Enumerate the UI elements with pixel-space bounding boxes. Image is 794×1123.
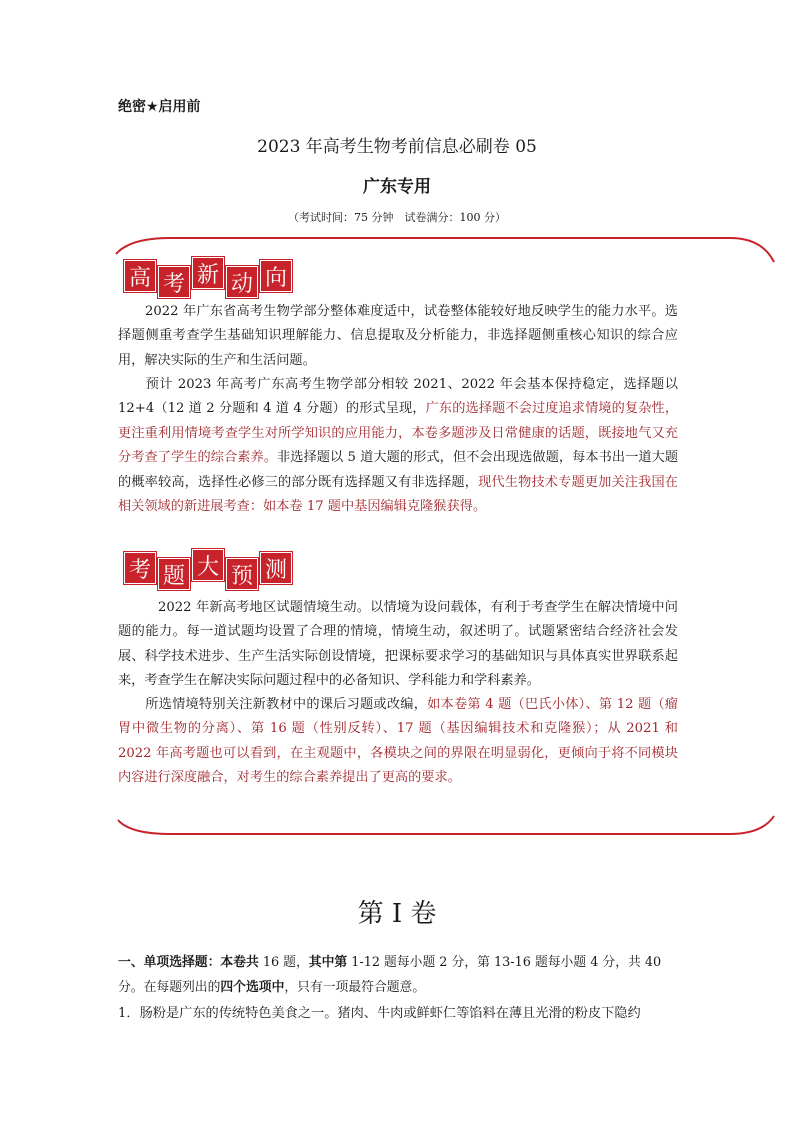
- question-1: 1．肠粉是广东的传统特色美食之一。猪肉、牛肉或鲜虾仁等馅料在薄且光滑的粉皮下隐约: [118, 1006, 641, 1021]
- badge-char: 动: [226, 266, 258, 298]
- trends-p2-d: 现代生物技术专题更加关注我国在相关领域的新进展考查：如本卷 17 题中基因编辑克隆猴获得。: [118, 474, 678, 515]
- instr-text-2: 1-12 题每小题 2 分，第 13-16 题每小题 4 分，共 40 分。: [118, 955, 662, 995]
- secret-label: 绝密★启用前: [118, 99, 201, 115]
- instr-bold-2: 其中第: [308, 955, 348, 970]
- instr-bold-1: 一、单项选择题：本卷共: [118, 955, 259, 970]
- badge-char: 考: [124, 552, 156, 584]
- prediction-paragraph-1: [118, 596, 678, 694]
- instr-bold-3: 四个选项中: [220, 980, 285, 995]
- trends-p2-c: 非选择题以 5 道大题的形式，但不会出现选做题，每本书出一道大题的概率较高，选择性必修三的部分既有选择题又有非选择题，: [118, 450, 679, 490]
- instr-text-3: 在每题列出的: [143, 980, 221, 995]
- frame-bottom-arc: [118, 816, 774, 834]
- badge-prediction: [124, 552, 292, 590]
- prediction-p2-a: 所选情境特别关注新教材中的课后习题或改编，: [145, 697, 428, 712]
- instr-text-4: ，只有一项最符合题意。: [284, 980, 426, 995]
- instr-text-1: 16 题，: [258, 955, 309, 970]
- section-title: 第 I 卷: [357, 899, 437, 929]
- badge-new-trends: [124, 260, 292, 298]
- prediction-p2-b: 如本卷第 4 题（巴氏小体）、第 12 题（瘤胃中微生物的分离）、第 16 题（性别反转）、17 题（基因编辑技术和克隆猴）；从 2021 和 2022 年高考题也可以看到，在主观题中，各模块之间的界限在明显弱化，更倾向于将不同模块内容进行深度融合，对考生的综合素养提出了更高的要求。: [118, 697, 678, 786]
- prediction-p1-text: 2022 年新高考地区试题情境生动。以情境为设问载体，有利于考查学生在解决情境中问题的能力。每一道试题均设置了合理的情境，情境生动，叙述明了。试题紧密结合经济社会发展、科学技术进步、生产生活实际创设情境，把课标要求学习的基础知识与具体真实世界联系起来，考查学生在解决实际问题过程中的必备知识、学科能力和学科素养。: [118, 600, 678, 689]
- exam-info: （考试时间：75 分钟 试卷满分：100 分）: [288, 211, 506, 224]
- prediction-paragraph-2: [118, 693, 678, 791]
- paper-title: 2023 年高考生物考前信息必刷卷 05: [257, 137, 537, 157]
- badge-char: 向: [260, 260, 292, 292]
- badge-char: 考: [158, 266, 190, 298]
- trends-paragraph-2: [118, 373, 678, 519]
- trends-p2-b: 广东的选择题不会过度追求情境的复杂性，更注重利用情境考查学生对所学知识的应用能力，本卷多题涉及日常健康的话题，既接地气又充分考查了学生的综合素养。: [118, 401, 679, 466]
- section-instructions: [118, 950, 678, 1000]
- badge-char: 高: [124, 260, 156, 292]
- badge-char: 大: [192, 549, 224, 581]
- badge-char: 新: [192, 257, 224, 289]
- badge-char: 预: [226, 558, 258, 590]
- trends-p2-a: 预计 2023 年高考广东高考生物学部分相较 2021、2022 年会基本保持稳定，选择题以 12+4（12 道 2 分题和 4 道 4 分题）的形式呈现，: [118, 377, 678, 417]
- paper-subtitle: 广东专用: [363, 177, 431, 197]
- badge-char: 测: [260, 552, 292, 584]
- badge-char: 题: [158, 558, 190, 590]
- trends-p1-text: 2022 年广东省高考生物学部分整体难度适中，试卷整体能较好地反映学生的能力水平。选择题侧重考查学生基础知识理解能力、信息提取及分析能力，非选择题侧重核心知识的综合应用，解决实际的生产和生活问题。: [118, 304, 678, 368]
- trends-paragraph-1: [118, 300, 678, 373]
